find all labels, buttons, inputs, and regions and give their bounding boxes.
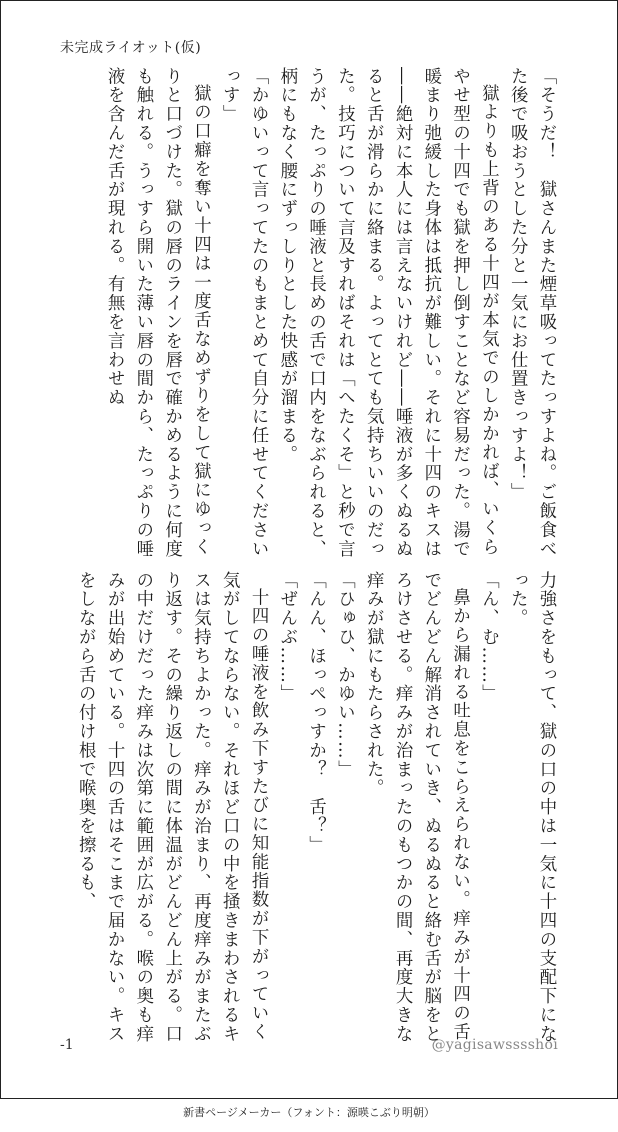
paragraph: 「ひゅひ、かゆい……」 [334,571,355,779]
paragraph: 「そうだ！ 獄さんまた煙草吸ってたっすよね。ご飯食べた後で吸おうとした分と一気にお仕置きっすよ！」 [507,67,556,559]
paragraph: 「ん、む……」 [478,571,499,704]
generator-note: 新書ページメーカー（フォント：源暎こぶり明朝） [183,1106,435,1119]
author-credit: @yagisawsssshoi [431,1037,558,1053]
paragraph: 「ぜんぶ……」 [276,571,297,704]
page-number: -1 [60,1037,74,1053]
paragraph: 「かゆいって言ってたのもまとめて自分に任せてくださいっす」 [219,67,269,559]
text-block-top [59,67,560,562]
page-title: 未完成ライオット(仮) [60,40,202,56]
text-block-bottom [59,571,560,1051]
paragraph: 力強さをもって、獄の口の中は一気に十四の支配下になった。 [507,571,556,1044]
paragraph: 獄よりも上背のある十四が本気でのしかかれば、いくらやせ型の十四でも獄を押し倒すことなど容易だった。湯で暖まり弛緩した身体は抵抗が難しい。それに十四のキスは――絶対に本人には言えないけれど――唾液が多くぬるぬると舌が滑らかに絡まる。よってとても気持ちいいのだった。技巧について言及すればそれは「へたくそ」と秒で言うが、たっぷりの唾液と長めの舌で口内をなぶられると、柄にもなく腰にずっしりとした快感が溜まる。 [276,67,499,559]
paragraph: 鼻から漏れる吐息をこらえられない。痒みが十四の舌でどんどん解消されていき、ぬるぬると絡む舌が脳をとろけさせる。痒みが治まったのもつかの間、再度大きな痒みが獄にもたらされた。 [363,571,470,1044]
paragraph: 獄の口癖を奪い十四は一度舌なめずりをして獄にゆっくりと口づけた。獄の唇のラインを唇で確かめるように何度も触れる。うっすら開いた薄い唇の間から、たっぷりの唾液を含んだ舌が現れる。有無を言わせぬ [104,67,211,559]
paragraph: 十四の唾液を飲み下すたびに知能指数が下がっていく気がしてならない。それほど口の中を掻きまわされるキスは気持ちよかった。痒みが治まり、再度痒みがまたぶり返す。その繰り返しの間に体温がどんどん上がる。口の中だけだった痒みは次第に範囲が広がる。喉の奥も痒みが出始めている。十四の舌はそこまで届かない。キスをしながら舌の付け根で喉奥を擦るも、 [75,571,269,1044]
paragraph: 「んん、ほっぺっすか？ 舌？」 [305,571,326,855]
